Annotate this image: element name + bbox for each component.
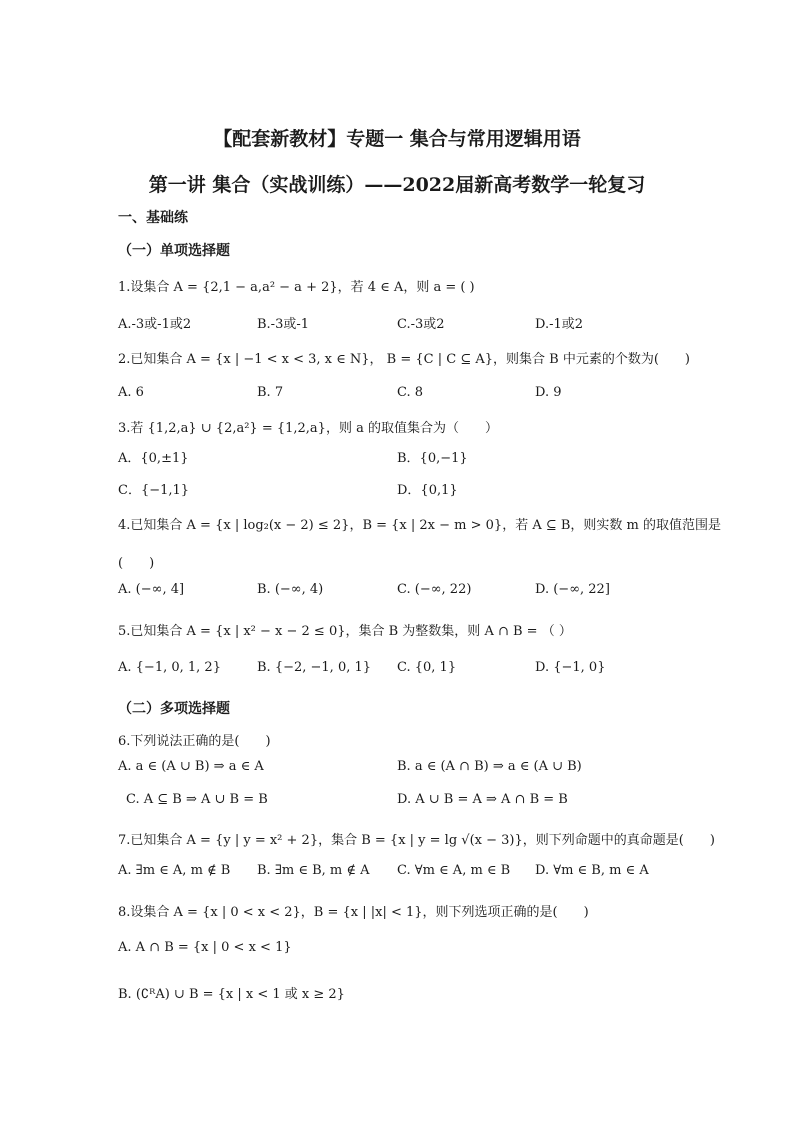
question-5-option-d: D. {−1, 0}: [535, 660, 606, 675]
question-7-stem: 7.已知集合 A = {y | y = x² + 2}，集合 B = {x | y = lg √(x − 3)}，则下列命题中的真命题是( ): [118, 833, 715, 848]
question-4-option-b: B. (−∞, 4): [257, 582, 324, 597]
question-5-option-a: A. {−1, 0, 1, 2}: [118, 660, 221, 675]
document-title: 【配套新教材】专题一 集合与常用逻辑用语: [213, 128, 581, 150]
question-1-option-c: C.-3或2: [397, 317, 445, 332]
question-2-option-a: A. 6: [118, 385, 144, 400]
question-3-option-c: C．{−1,1}: [118, 483, 190, 498]
question-2-option-b: B. 7: [257, 385, 284, 400]
question-5-stem: 5.已知集合 A = {x | x² − x − 2 ≤ 0}，集合 B 为整数集，则 A ∩ B = （ ）: [118, 624, 572, 639]
section-multiple-choice: （二）多项选择题: [118, 701, 230, 717]
question-2-option-d: D. 9: [535, 385, 562, 400]
question-8-option-a: A. A ∩ B = {x | 0 < x < 1}: [118, 940, 292, 955]
question-6-option-c: C. A ⊆ B ⇒ A ∪ B = B: [126, 792, 268, 807]
question-6-option-d: D. A ∪ B = A ⇒ A ∩ B = B: [397, 792, 568, 807]
question-1-option-d: D.-1或2: [535, 317, 584, 332]
question-6-stem: 6.下列说法正确的是( ): [118, 734, 271, 749]
question-5-option-c: C. {0, 1}: [397, 660, 457, 675]
question-4-answer-blank: ( ): [118, 556, 155, 571]
question-8-stem: 8.设集合 A = {x | 0 < x < 2}，B = {x | |x| < 1}，则下列选项正确的是( ): [118, 905, 589, 920]
question-1-option-a: A.-3或-1或2: [118, 317, 192, 332]
question-3-option-b: B．{0,−1}: [397, 451, 468, 466]
question-1-stem: 1.设集合 A = {2,1 − a,a² − a + 2}，若 4 ∈ A，则 a = ( ): [118, 280, 475, 295]
section-basic: 一、基础练: [118, 210, 188, 226]
section-single-choice: （一）单项选择题: [118, 243, 230, 259]
question-2-option-c: C. 8: [397, 385, 424, 400]
question-6-option-b: B. a ∈ (A ∩ B) ⇒ a ∈ (A ∪ B): [397, 759, 582, 774]
question-6-option-a: A. a ∈ (A ∪ B) ⇒ a ∈ A: [118, 759, 264, 774]
question-3-option-a: A．{0,±1}: [118, 451, 189, 466]
question-3-option-d: D．{0,1}: [397, 483, 458, 498]
question-7-option-c: C. ∀m ∈ A, m ∈ B: [397, 863, 511, 878]
document-subtitle: 第一讲 集合（实战训练）——2022届新高考数学一轮复习: [148, 174, 646, 196]
question-4-option-a: A. (−∞, 4]: [118, 582, 185, 597]
question-2-stem: 2.已知集合 A = {x | −1 < x < 3, x ∈ N}， B = {C | C ⊆ A}，则集合 B 中元素的个数为( ): [118, 352, 690, 367]
question-3-stem: 3.若 {1,2,a} ∪ {2,a²} = {1,2,a}，则 a 的取值集合为（ ）: [118, 421, 498, 436]
question-4-option-d: D. (−∞, 22]: [535, 582, 610, 597]
question-1-option-b: B.-3或-1: [257, 317, 310, 332]
question-7-option-a: A. ∃m ∈ A, m ∉ B: [118, 863, 231, 878]
question-7-option-b: B. ∃m ∈ B, m ∉ A: [257, 863, 370, 878]
question-8-option-b: B. (∁ᴿA) ∪ B = {x | x < 1 或 x ≥ 2}: [118, 987, 345, 1002]
question-7-option-d: D. ∀m ∈ B, m ∈ A: [535, 863, 649, 878]
question-4-option-c: C. (−∞, 22): [397, 582, 472, 597]
question-4-stem: 4.已知集合 A = {x | log₂(x − 2) ≤ 2}，B = {x | 2x − m > 0}，若 A ⊆ B，则实数 m 的取值范围是: [118, 518, 722, 533]
question-5-option-b: B. {−2, −1, 0, 1}: [257, 660, 372, 675]
